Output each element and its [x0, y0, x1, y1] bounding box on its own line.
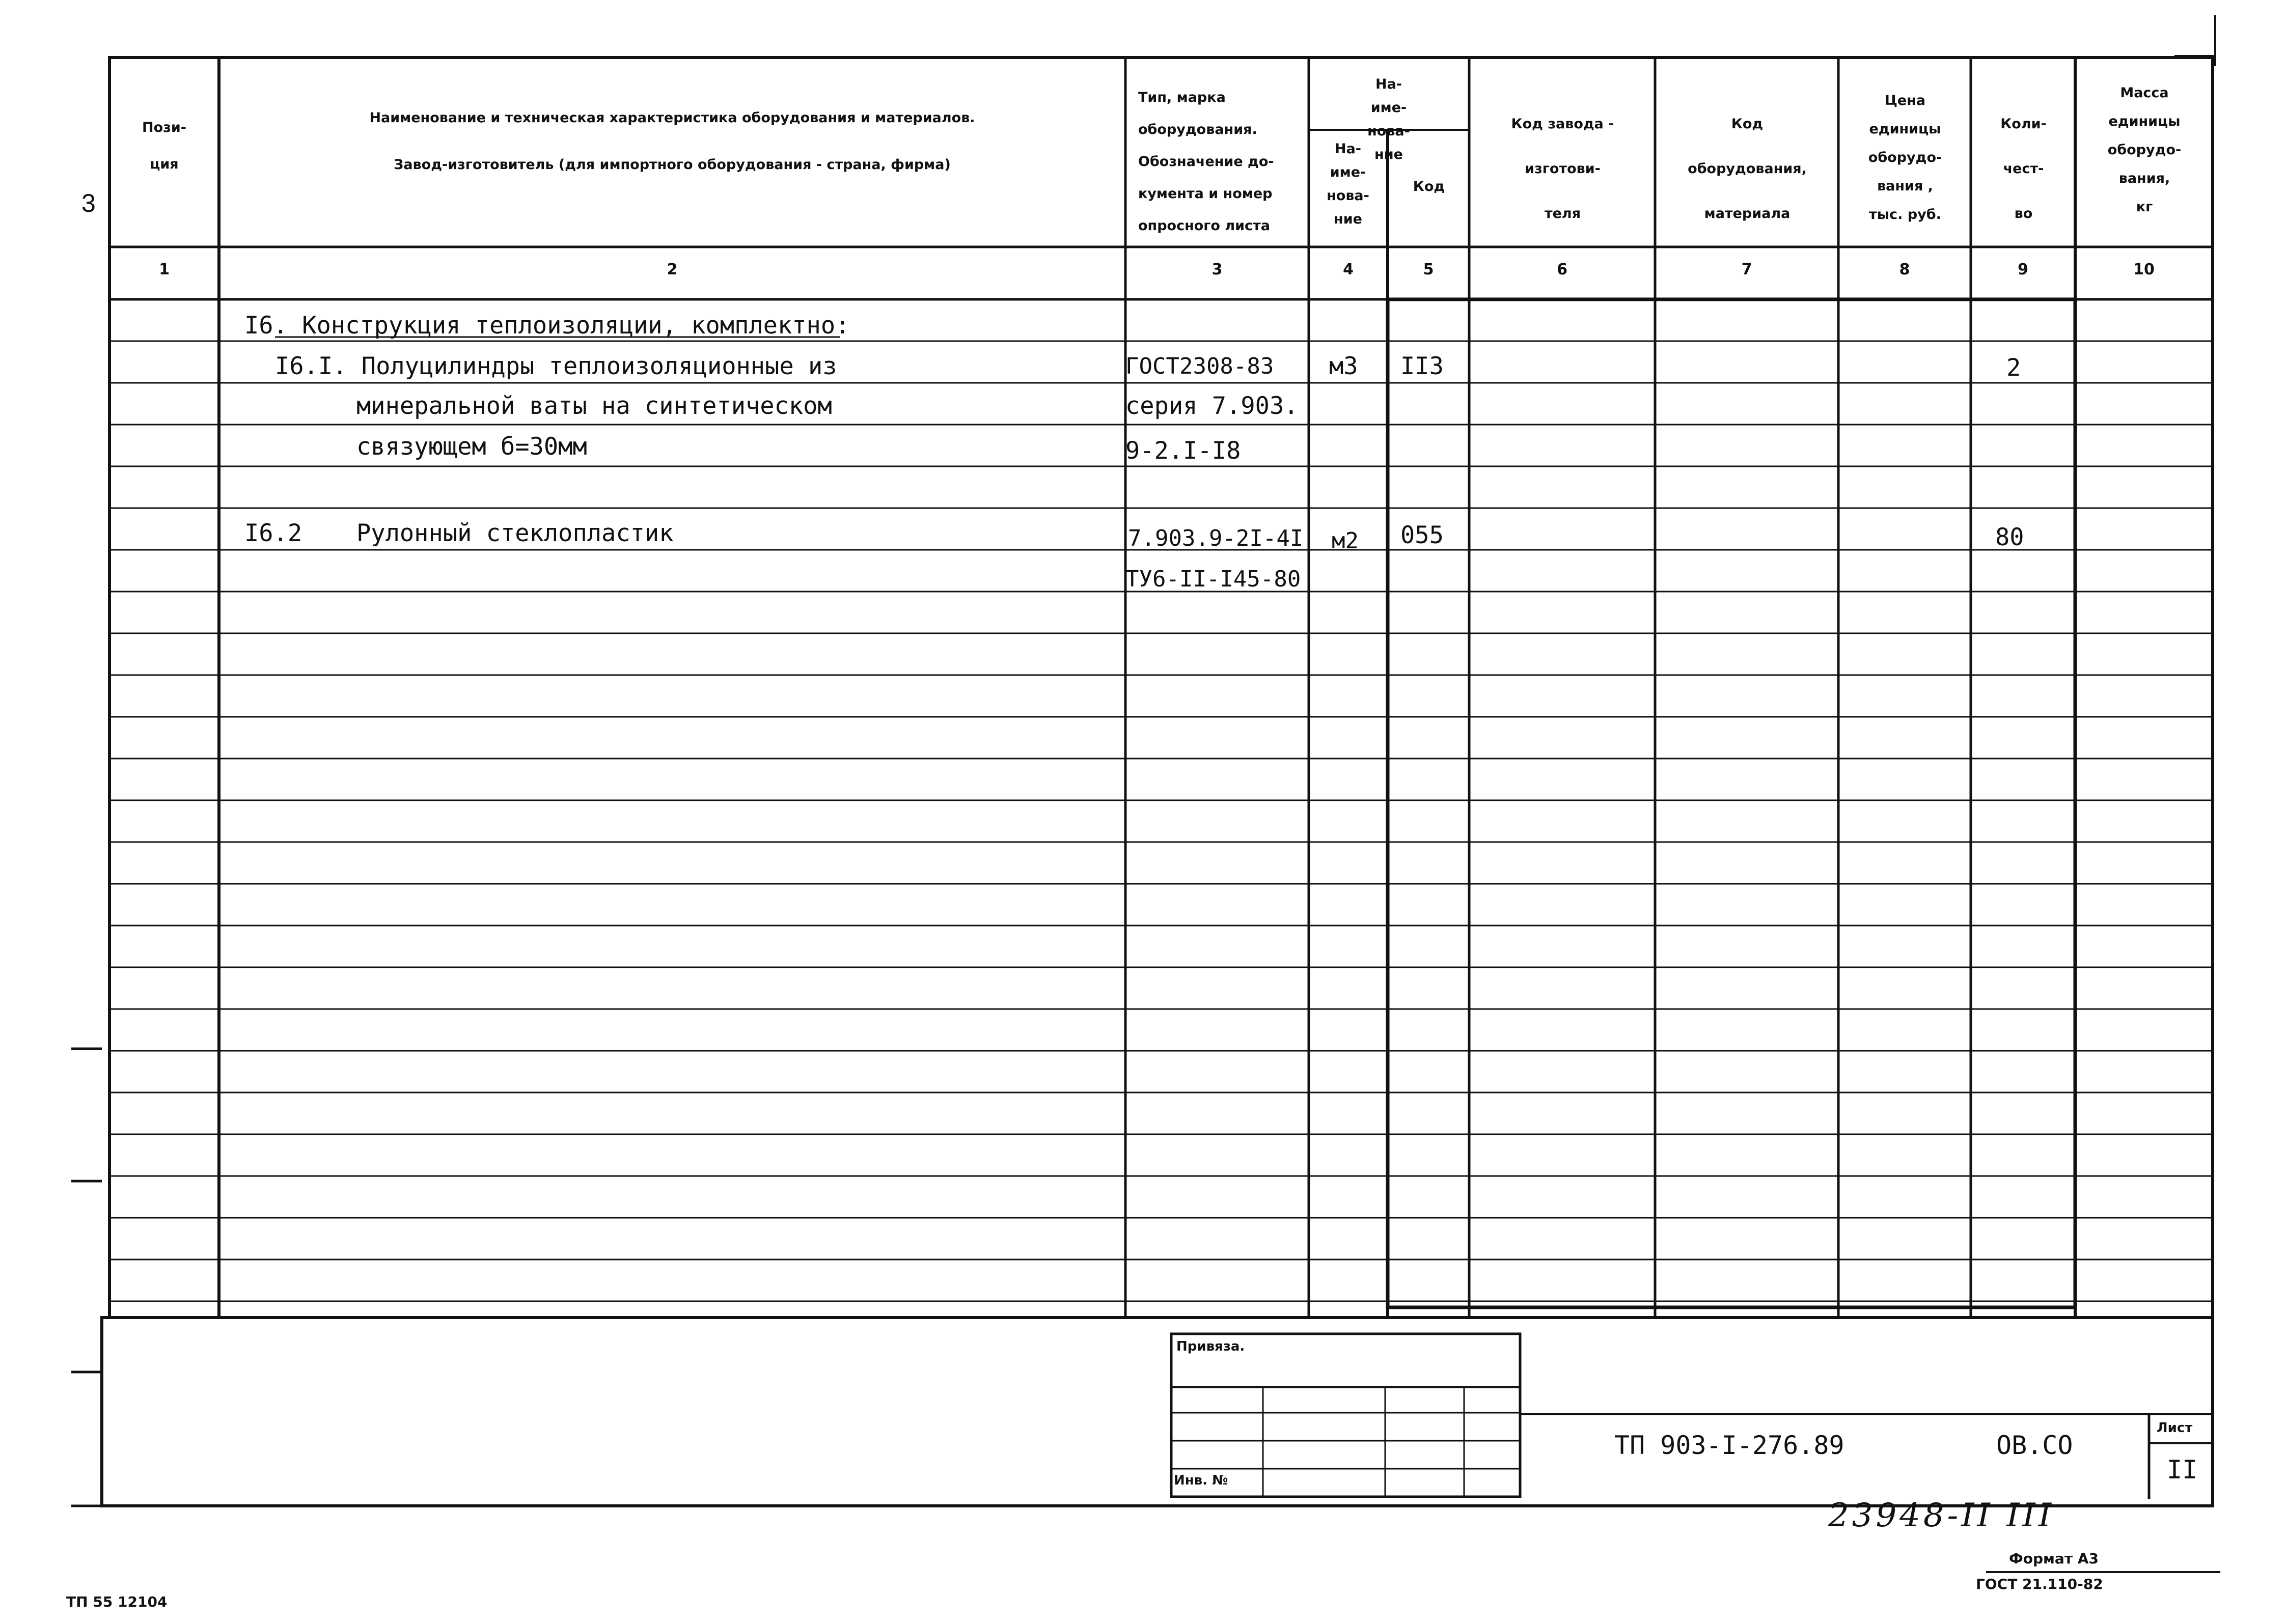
row-item-name: I6.I. Полуцилиндры теплоизоляционные из — [275, 352, 837, 380]
col-number-1: 1 — [159, 261, 170, 278]
row-item-doc: ТУ6-II-I45-80 — [1125, 566, 1301, 592]
row-item-doc: 7.903.9-2I-4I — [1128, 525, 1304, 551]
col-number-8: 8 — [1899, 261, 1910, 278]
row-item-doc: 9-2.I-I8 — [1125, 437, 1241, 465]
margin-mark: 3 — [81, 189, 96, 217]
header-equipment-code: Код оборудования, материала — [1688, 116, 1807, 221]
row-item-name: Рулонный стеклопластик — [356, 519, 674, 547]
row-section-title: I6. Конструкция теплоизоляции, комплектно: — [244, 312, 850, 340]
row-item-qty: 80 — [1995, 523, 2024, 551]
gost-label: ГОСТ 21.110-82 — [1976, 1576, 2103, 1592]
header-name-line2: Завод-изготовитель (для импортного оборудования - страна, фирма) — [394, 157, 951, 173]
row-item-doc: серия 7.903. — [1125, 392, 1299, 420]
stamp-inventory: Инв. № — [1174, 1473, 1228, 1488]
header-position: Пози- ция — [142, 120, 186, 172]
header-unit-code: Код — [1413, 179, 1445, 194]
row-item-name: минеральной ваты на синтетическом — [356, 392, 832, 420]
col-number-6: 6 — [1557, 261, 1567, 278]
col-number-4: 4 — [1343, 261, 1354, 278]
row-item-unit: м2 — [1332, 528, 1359, 554]
handwritten-number: 23948-II III — [1828, 1497, 2054, 1534]
col-number-3: 3 — [1211, 261, 1223, 278]
header-type: Тип, марка оборудования. Обозначение до- кумента и номер опросного листа — [1138, 90, 1274, 234]
document-designation: ТП 903-I-276.89 — [1614, 1431, 1844, 1460]
corner-code: ТП 55 12104 — [66, 1593, 168, 1610]
header-mass: Масса единицы оборудо- вания, кг — [2107, 85, 2182, 215]
header-plant-code: Код завода - изготови- теля — [1511, 116, 1614, 221]
col-number-5: 5 — [1423, 261, 1434, 278]
row-item-number: I6.2 — [244, 519, 302, 547]
col-number-2: 2 — [667, 261, 678, 278]
sheet-code: ОВ.СО — [1996, 1431, 2073, 1460]
col-number-9: 9 — [2018, 261, 2028, 278]
header-unit-name: На- име- нова- ние — [1327, 141, 1369, 227]
stamp-privyazan: Привяза. — [1176, 1339, 1245, 1354]
header-unit-group: На- име- нова- ние — [1367, 76, 1410, 162]
col-number-10: 10 — [2133, 261, 2155, 278]
row-item-qty: 2 — [2006, 354, 2021, 382]
sheet-label: Лист — [2157, 1420, 2193, 1436]
row-item-code: 055 — [1400, 521, 1444, 549]
sheet-number: II — [2167, 1455, 2198, 1485]
col-number-7: 7 — [1741, 261, 1752, 278]
row-item-unit: м3 — [1329, 352, 1358, 380]
format-label: Формат А3 — [2009, 1550, 2099, 1567]
header-price: Цена единицы оборудо- вания , тыс. руб. — [1868, 93, 1942, 222]
header-quantity: Коли- чест- во — [2000, 116, 2047, 221]
header-name-line1: Наименование и техническая характеристика оборудования и материалов. — [369, 110, 975, 126]
row-item-code: II3 — [1400, 352, 1444, 380]
row-item-name: связующем б=30мм — [356, 433, 587, 461]
row-item-doc: ГОСТ2308-83 — [1125, 353, 1274, 379]
